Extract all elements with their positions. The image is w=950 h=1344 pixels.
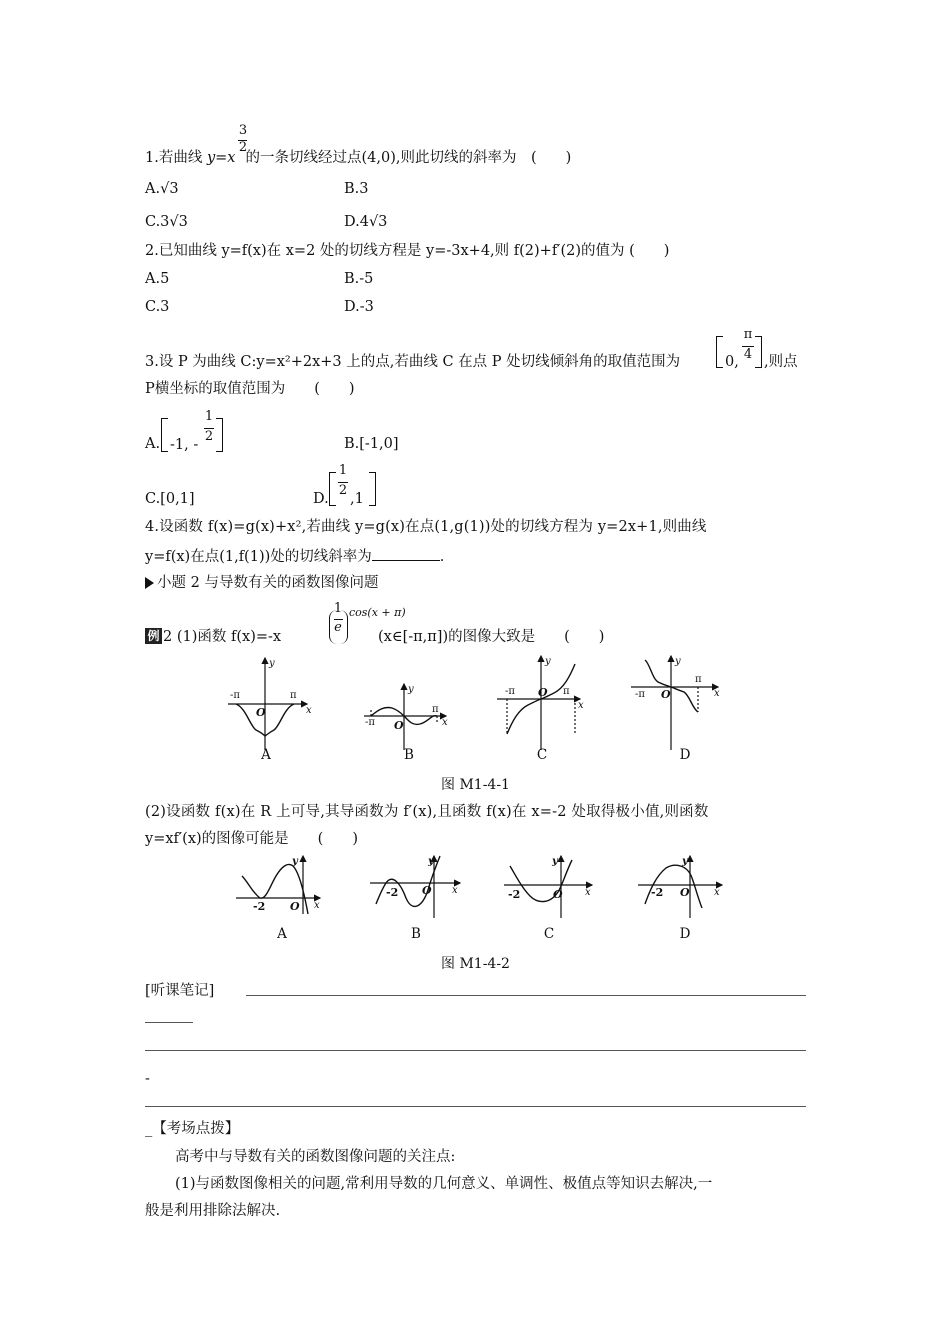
graph2-a-y: y: [292, 856, 298, 867]
q1-option-c: C.3√3: [145, 214, 188, 230]
graph2-d: [638, 856, 722, 918]
notes-label: [听课笔记]: [145, 983, 215, 999]
q3-option-d-left-bracket: [329, 472, 336, 506]
q1-exponent-num: 3: [238, 123, 248, 138]
graph-d-pi: π: [695, 674, 702, 685]
graph2-b-x: x: [452, 885, 458, 896]
fig2-label-c: C: [543, 926, 555, 942]
figure-m1-4-1: [0, 650, 950, 780]
tips-intro: 高考中与导数有关的函数图像问题的关注点:: [175, 1149, 456, 1165]
q2-option-a: A.5: [145, 271, 170, 287]
q3-option-d-num: 1: [338, 463, 348, 478]
fig2-label-b: B: [411, 926, 421, 942]
q3-text-b: ,则点: [764, 354, 798, 370]
q2-option-c: C.3: [145, 299, 170, 315]
q1-text-b: 的一条切线经过点(4,0),则此切线的斜率为 ( ): [245, 150, 572, 166]
graph-d-o: O: [661, 688, 671, 701]
graph-c-x: x: [578, 700, 584, 711]
q1-option-a: A.√3: [145, 181, 179, 197]
subtopic-heading: 小题 2 与导数有关的函数图像问题: [157, 575, 379, 591]
kaochang-prefix: _: [145, 1121, 153, 1137]
kaochang-heading: [145, 1120, 239, 1138]
graph-b-y: y: [408, 684, 414, 695]
q3-option-a-right-bracket: [216, 418, 223, 452]
graph-c: [497, 656, 584, 750]
fig1-label-c: C: [536, 747, 548, 763]
graph-a-o: O: [256, 706, 266, 719]
graph-b: [364, 684, 448, 750]
example2-frac-num: 1: [333, 601, 343, 616]
notes-line-1-tail: [145, 1022, 193, 1023]
q1-stem: [145, 149, 571, 167]
graph-d-neg-pi: -π: [635, 689, 645, 700]
notes-line-1: [246, 995, 806, 996]
q3-text-a: 3.设 P 为曲线 C:y=x²+2x+3 上的点,若曲线 C 在点 P 处切线倾斜角的取值范围为: [145, 354, 681, 370]
fig2-caption: 图 M1-4-2: [441, 956, 510, 972]
q4-line2-a: y=f(x)在点(1,f(1))处的切线斜率为: [145, 549, 372, 565]
graph-a: [228, 658, 312, 750]
graph-a-x: x: [306, 705, 312, 716]
q1-text-a: 1.若曲线: [145, 150, 207, 166]
example2-part1-b: (x∈[-π,π])的图像大致是 ( ): [378, 629, 605, 645]
subtopic-triangle-icon: [145, 577, 154, 589]
graph-d-y: y: [675, 656, 681, 667]
graph-c-o: O: [538, 686, 548, 699]
q3-option-c: C.[0,1]: [145, 491, 195, 507]
q2-option-b: B.-5: [344, 271, 374, 287]
q3-range-num: π: [743, 327, 753, 342]
graph-b-pi: π: [432, 704, 439, 715]
q1-option-d: D.4√3: [344, 214, 388, 230]
graph2-a-x: x: [314, 900, 320, 911]
graph2-b-o: O: [422, 884, 432, 897]
notes-line-3: [145, 1106, 806, 1107]
q3-option-a-left-bracket: [161, 418, 168, 452]
graph2-c-y: y: [552, 856, 558, 867]
graph2-c-o: O: [553, 888, 563, 901]
graph2-a: [236, 856, 320, 914]
figure-m1-4-2: [0, 852, 950, 922]
graph2-d-neg-two: -2: [651, 886, 664, 899]
graph2-d-x: x: [714, 887, 720, 898]
graph-a-y: y: [269, 658, 275, 669]
q3-range-right-bracket: [755, 336, 762, 368]
fig1-label-d: D: [679, 747, 691, 763]
fig2-label-d: D: [679, 926, 691, 942]
example2-part2-line2: y=xf′(x)的图像可能是 ( ): [145, 831, 358, 847]
graph2-d-o: O: [680, 886, 690, 899]
graph-c-y: y: [545, 656, 551, 667]
graph2-b: [370, 856, 460, 918]
graph2-c: [504, 856, 592, 918]
graph-c-pi: π: [563, 686, 570, 697]
q3-option-a-inner: -1, -: [170, 437, 199, 453]
tips-item1-line2: 般是利用排除法解决.: [145, 1203, 281, 1219]
q3-option-b: B.[-1,0]: [344, 436, 399, 452]
q3-range-left-bracket: [716, 336, 723, 368]
q3-range-den: 4: [743, 347, 753, 362]
fig2-label-a: A: [277, 926, 287, 942]
graph2-d-y: y: [682, 856, 688, 867]
graph-c-neg-pi: -π: [505, 686, 515, 697]
graph2-a-o: O: [290, 900, 300, 913]
q3-option-d-prefix: D.: [313, 491, 329, 507]
q3-stem-line2: P横坐标的取值范围为 ( ): [145, 381, 355, 397]
q2-stem: 2.已知曲线 y=f(x)在 x=2 处的切线方程是 y=-3x+4,则 f(2)+f′(2)的值为 ( ): [145, 243, 670, 259]
graph2-c-x: x: [585, 887, 591, 898]
q3-option-d-right-bracket: [369, 472, 376, 506]
q3-option-d-den: 2: [338, 483, 348, 498]
graph2-b-neg-two: -2: [386, 886, 399, 899]
kaochang-title: 【考场点拨】: [152, 1121, 240, 1137]
graph-b-o: O: [394, 719, 404, 732]
q4-line1: 4.设函数 f(x)=g(x)+x²,若曲线 y=g(x)在点(1,g(1))处的切线方程为 y=2x+1,则曲线: [145, 519, 707, 535]
graph-b-x: x: [442, 717, 448, 728]
example2-part2-line1: (2)设函数 f(x)在 R 上可导,其导函数为 f′(x),且函数 f(x)在 x=-2 处取得极小值,则函数: [145, 804, 709, 820]
graph-d-x: x: [714, 688, 720, 699]
fig1-label-b: B: [404, 747, 414, 763]
example2-paren-right: [340, 610, 348, 644]
example-badge: 例: [145, 628, 162, 644]
q1-x: x: [227, 150, 236, 166]
example2-frac-den: e: [334, 620, 342, 635]
q3-option-d-tail: ,1: [350, 491, 364, 507]
example2-part1-text: (1)函数 f(x)=-x: [176, 629, 282, 645]
q1-option-b: B.3: [344, 181, 369, 197]
q4-line2: [145, 546, 444, 566]
graph2-a-neg-two: -2: [253, 900, 266, 913]
q2-option-d: D.-3: [344, 299, 374, 315]
graph-d: [631, 656, 720, 750]
graph-b-neg-pi: -π: [365, 717, 375, 728]
example2-part1-a: [163, 628, 281, 646]
q4-line2-b: .: [439, 549, 445, 565]
graph2-c-neg-two: -2: [508, 888, 521, 901]
q3-option-a-den: 2: [204, 429, 214, 444]
q1-y-eq: y=: [206, 150, 228, 166]
example2-num: 2: [163, 629, 173, 645]
notes-stray-dash: -: [145, 1071, 150, 1087]
q3-option-a-num: 1: [204, 409, 214, 424]
q3-range-left: 0,: [725, 354, 739, 370]
graph-a-neg-pi: -π: [230, 690, 240, 701]
notes-line-2: [145, 1050, 806, 1051]
q3-stem-line1: [145, 353, 680, 371]
fig1-label-a: A: [261, 747, 271, 763]
q4-answer-blank: [372, 546, 440, 561]
fig1-caption: 图 M1-4-1: [441, 777, 510, 793]
graph2-b-y: y: [428, 856, 434, 867]
q3-option-a-prefix: A.: [145, 436, 161, 452]
example2-exponent: cos(x + π): [349, 606, 406, 619]
q1-exponent-den: 2: [238, 140, 248, 155]
tips-item1-line1: (1)与函数图像相关的问题,常利用导数的几何意义、单调性、极值点等知识去解决,一: [175, 1176, 713, 1192]
graph-a-pi: π: [290, 690, 297, 701]
